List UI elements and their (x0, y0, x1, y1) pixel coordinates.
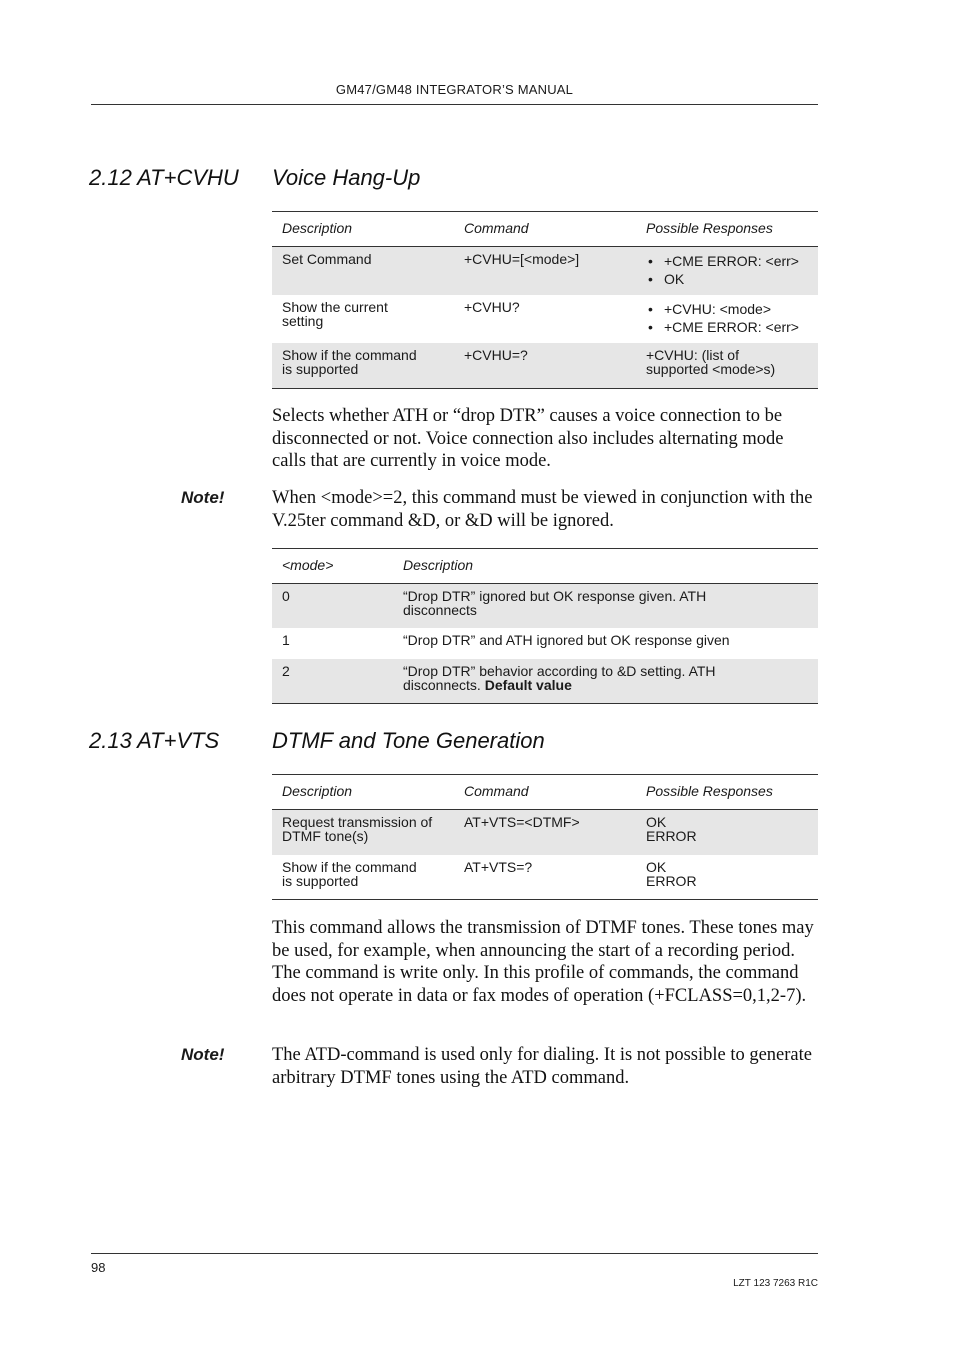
column-header: Command (454, 212, 636, 247)
default-value-label: Default value (484, 676, 572, 693)
cell-responses: +CVHU: (list of supported <mode>s) (636, 343, 818, 389)
column-header: Description (393, 549, 818, 584)
running-header: GM47/GM48 INTEGRATOR’S MANUAL (335, 82, 574, 97)
cell-responses (636, 247, 818, 295)
table-row (272, 659, 818, 704)
column-header: Description (272, 212, 454, 247)
response-item: • +CME ERROR: <err> (646, 318, 808, 336)
table-row (272, 628, 818, 659)
vts-description-paragraph: This command allows the transmission of DTMF tones. These tones may be used, for example, when announcing the start of a recording period. The command is write only. In this profile of commands, the command does not operate in data or fax modes of operation (+FCLASS=0,1,2-7). (272, 918, 814, 1006)
cell-description: Set Command (272, 247, 454, 295)
response-item: • +CVHU: <mode> (646, 300, 808, 318)
table-row (272, 295, 818, 343)
footer-rule (91, 1253, 818, 1254)
note-text: The ATD-command is used only for dialing. It is not possible to generate arbitrary DTMF tones using the ATD command. (272, 1045, 812, 1088)
column-header: Possible Responses (636, 212, 818, 247)
table-row (272, 810, 818, 855)
table-row (272, 247, 818, 295)
page-number: 98 (91, 1260, 106, 1275)
table-header-row (272, 212, 818, 247)
column-header: Description (272, 775, 454, 810)
mode-table (272, 548, 818, 704)
vts-command-table (272, 774, 818, 900)
cell-responses: OK ERROR (636, 855, 818, 900)
document-id: LZT 123 7263 R1C (733, 1278, 818, 1289)
column-header: Command (454, 775, 636, 810)
section-title: Voice Hang-Up (272, 165, 421, 190)
table-header-row (272, 549, 818, 584)
response-item: • +CME ERROR: <err> (646, 252, 808, 270)
column-header: <mode> (272, 549, 393, 584)
section-title: DTMF and Tone Generation (272, 728, 545, 753)
cvhu-description-paragraph: Selects whether ATH or “drop DTR” causes a voice connection to be disconnected or not. Voice connection also includes alternating mode calls that are currently in voice mode. (272, 406, 784, 471)
section-heading-2-13 (89, 728, 545, 754)
cell-description: Request transmission of DTMF tone(s) (272, 810, 454, 855)
cell-description: “Drop DTR” and ATH ignored but OK response given (393, 628, 818, 659)
cell-mode: 1 (272, 628, 393, 659)
column-header: Possible Responses (636, 775, 818, 810)
cell-responses: OK ERROR (636, 810, 818, 855)
note-label: Note! (181, 1045, 225, 1064)
response-item: • OK (646, 270, 808, 288)
description-text: “Drop DTR” behavior according to &D setting. ATH disconnects. (403, 662, 716, 693)
cell-command: +CVHU? (454, 295, 636, 343)
cell-description: Show the current setting (272, 295, 454, 343)
cell-command: AT+VTS=<DTMF> (454, 810, 636, 855)
table-row (272, 343, 818, 389)
cell-command: +CVHU=[<mode>] (454, 247, 636, 295)
table-row (272, 584, 818, 628)
cell-description: “Drop DTR” ignored but OK response given. ATH disconnects (393, 584, 818, 628)
cell-mode: 2 (272, 659, 393, 704)
section-number: 2.12 AT+CVHU (89, 165, 239, 190)
section-number: 2.13 AT+VTS (89, 728, 220, 753)
cvhu-command-table (272, 211, 818, 389)
section-heading-2-12 (89, 165, 420, 191)
cell-responses (636, 295, 818, 343)
cell-command: +CVHU=? (454, 343, 636, 389)
cell-command: AT+VTS=? (454, 855, 636, 900)
note-text: When <mode>=2, this command must be viewed in conjunction with the V.25ter command &D, or &D will be ignored. (272, 488, 813, 531)
note-label: Note! (181, 488, 225, 507)
cell-description: Show if the command is supported (272, 855, 454, 900)
cell-mode: 0 (272, 584, 393, 628)
table-row (272, 855, 818, 900)
table-header-row (272, 775, 818, 810)
cell-description (393, 659, 818, 704)
header-rule (91, 104, 818, 105)
cell-description: Show if the command is supported (272, 343, 454, 389)
